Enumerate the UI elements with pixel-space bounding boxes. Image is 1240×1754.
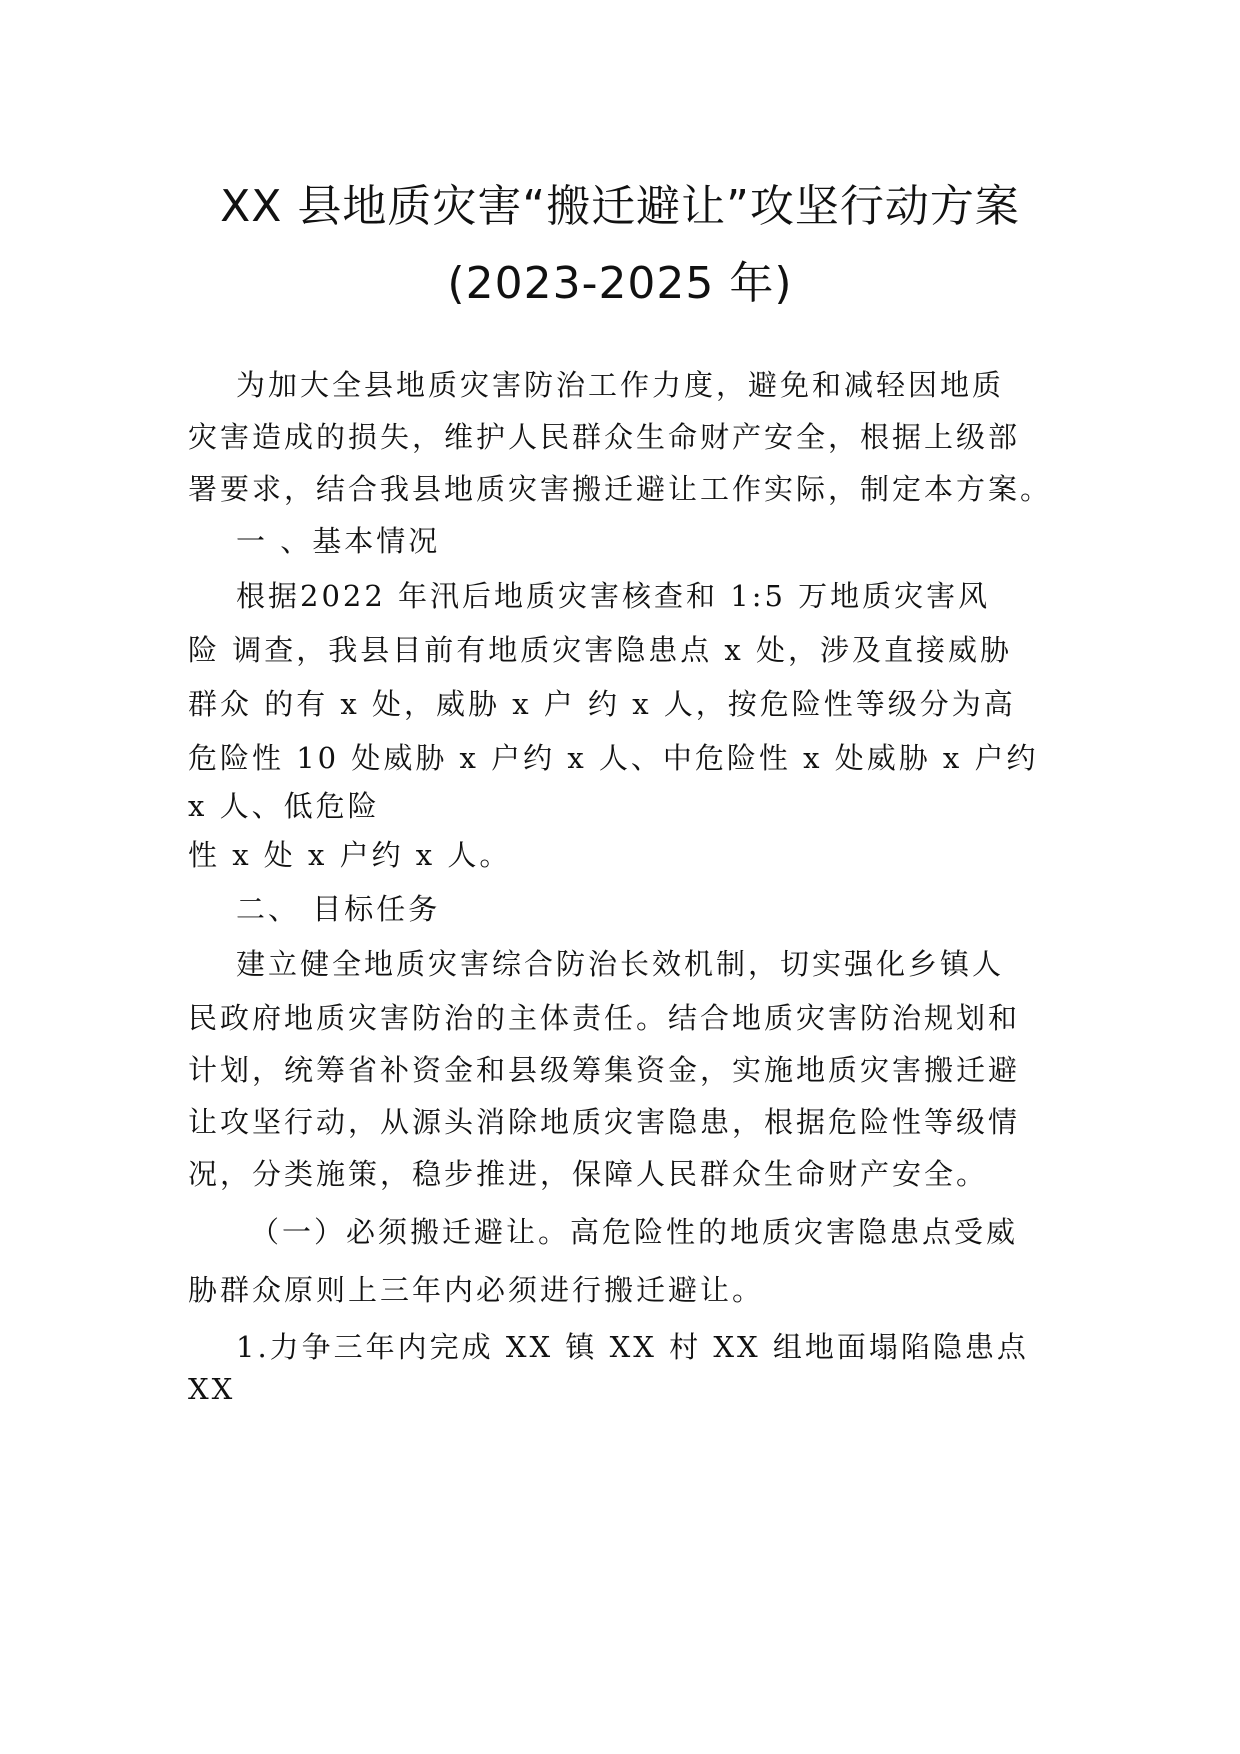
subsection-heading: （一）必须搬迁避让。高危险性的地质灾害隐患点受威 [250,1215,1019,1249]
paragraph-line: XX [188,1372,236,1406]
list-item: 1.力争三年内完成 XX 镇 XX 村 XX 组地面塌陷隐患点 [236,1330,1029,1364]
paragraph-line: 胁群众原则上三年内必须进行搬迁避让。 [188,1273,765,1307]
paragraph-line: 性 x 处 x 户约 x 人。 [188,838,512,872]
paragraph-line: 灾害造成的损失，维护人民群众生命财产安全，根据上级部 [188,420,1021,454]
paragraph-line: 计划，统筹省补资金和县级筹集资金，实施地质灾害搬迁避 [188,1053,1021,1087]
paragraph-line: 况，分类施策，稳步推进，保障人民群众生命财产安全。 [188,1157,989,1191]
paragraph-line: 民政府地质灾害防治的主体责任。结合地质灾害防治规划和 [188,1001,1021,1035]
paragraph-line: 根据2022 年汛后地质灾害核查和 1:5 万地质灾害风 [236,579,991,613]
paragraph-line: 危险性 10 处威胁 x 户约 x 人、中危险性 x 处威胁 x 户约 [188,741,1039,775]
paragraph-line: 建立健全地质灾害综合防治长效机制，切实强化乡镇人 [236,947,1005,981]
section-heading: 二、 目标任务 [236,892,441,926]
paragraph-line: x 人、低危险 [188,789,380,823]
paragraph-line: 署要求，结合我县地质灾害搬迁避让工作实际，制定本方案。 [188,472,1053,506]
document-title: XX 县地质灾害“搬迁避让”攻坚行动方案 [220,181,1020,232]
paragraph-line: 险 调查，我县目前有地质灾害隐患点 x 处，涉及直接威胁 [188,633,1013,667]
paragraph-line: 为加大全县地质灾害防治工作力度，避免和减轻因地质 [236,368,1005,402]
section-heading: 一 、基本情况 [236,524,441,558]
document-title-years: (2023-2025 年) [447,258,793,309]
paragraph-line: 群众 的有 x 处，威胁 x 户 约 x 人，按危险性等级分为高 [188,687,1016,721]
paragraph-line: 让攻坚行动，从源头消除地质灾害隐患，根据危险性等级情 [188,1105,1021,1139]
